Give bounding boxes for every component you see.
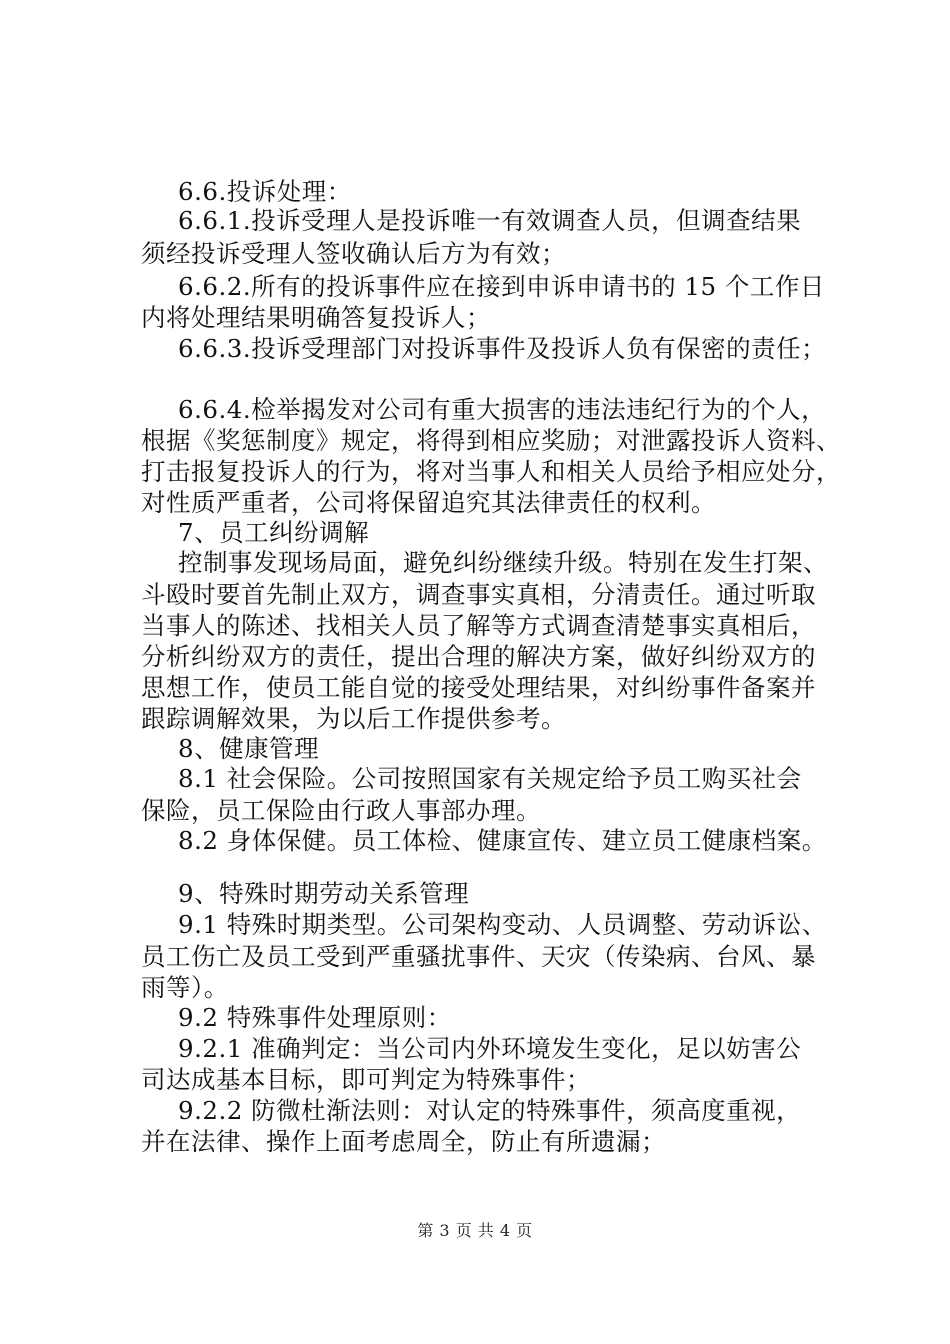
paragraph-line: 9.2.1 准确判定：当公司内外环境发生变化，足以妨害公 <box>178 1034 802 1063</box>
paragraph-line: 根据《奖惩制度》规定，将得到相应奖励；对泄露投诉人资料、 <box>141 426 841 455</box>
paragraph-line: 须经投诉受理人签收确认后方为有效； <box>141 239 566 268</box>
heading-9: 9、特殊时期劳动关系管理 <box>178 879 470 908</box>
paragraph-line: 内将处理结果明确答复投诉人； <box>141 303 491 332</box>
paragraph-line: 并在法律、操作上面考虑周全，防止有所遗漏； <box>141 1127 666 1156</box>
paragraph-line: 雨等）。 <box>141 973 229 1002</box>
paragraph-line: 9.1 特殊时期类型。公司架构变动、人员调整、劳动诉讼、 <box>178 910 827 939</box>
paragraph-line: 当事人的陈述、找相关人员了解等方式调查清楚事实真相后， <box>141 611 816 640</box>
heading-8: 8、健康管理 <box>178 734 320 763</box>
paragraph-line: 思想工作，使员工能自觉的接受处理结果，对纠纷事件备案并 <box>141 673 816 702</box>
paragraph-line: 9.2.2 防微杜渐法则：对认定的特殊事件，须高度重视， <box>178 1096 802 1125</box>
paragraph-line: 6.6.1.投诉受理人是投诉唯一有效调查人员，但调查结果 <box>178 206 802 235</box>
paragraph-line: 司达成基本目标，即可判定为特殊事件； <box>141 1065 591 1094</box>
paragraph-line: 打击报复投诉人的行为，将对当事人和相关人员给予相应处分， <box>141 457 841 486</box>
paragraph-line: 分析纠纷双方的责任，提出合理的解决方案，做好纠纷双方的 <box>141 642 816 671</box>
paragraph-line: 6.6.2.所有的投诉事件应在接到申诉申请书的 15 个工作日 <box>178 272 825 301</box>
paragraph-line: 6.6.4.检举揭发对公司有重大损害的违法违纪行为的个人， <box>178 395 827 424</box>
paragraph-line: 对性质严重者，公司将保留追究其法律责任的权利。 <box>141 488 716 517</box>
paragraph-line: 跟踪调解效果，为以后工作提供参考。 <box>141 704 566 733</box>
paragraph-line: 8.1 社会保险。公司按照国家有关规定给予员工购买社会 <box>178 764 802 793</box>
paragraph-line: 斗殴时要首先制止双方，调查事实真相，分清责任。通过听取 <box>141 580 816 609</box>
paragraph-line: 员工伤亡及员工受到严重骚扰事件、天灾（传染病、台风、暴 <box>141 942 816 971</box>
page-footer: 第 3 页 共 4 页 <box>417 1221 533 1240</box>
heading-6-6: 6.6.投诉处理： <box>178 177 352 206</box>
paragraph-line: 保险，员工保险由行政人事部办理。 <box>141 796 541 825</box>
paragraph-line: 9.2 特殊事件处理原则： <box>178 1003 452 1032</box>
heading-7: 7、员工纠纷调解 <box>178 518 370 547</box>
paragraph-line: 8.2 身体保健。员工体检、健康宣传、建立员工健康档案。 <box>178 826 827 855</box>
paragraph-line: 6.6.3.投诉受理部门对投诉事件及投诉人负有保密的责任； <box>178 334 827 363</box>
paragraph-line: 控制事发现场局面，避免纠纷继续升级。特别在发生打架、 <box>178 548 828 577</box>
